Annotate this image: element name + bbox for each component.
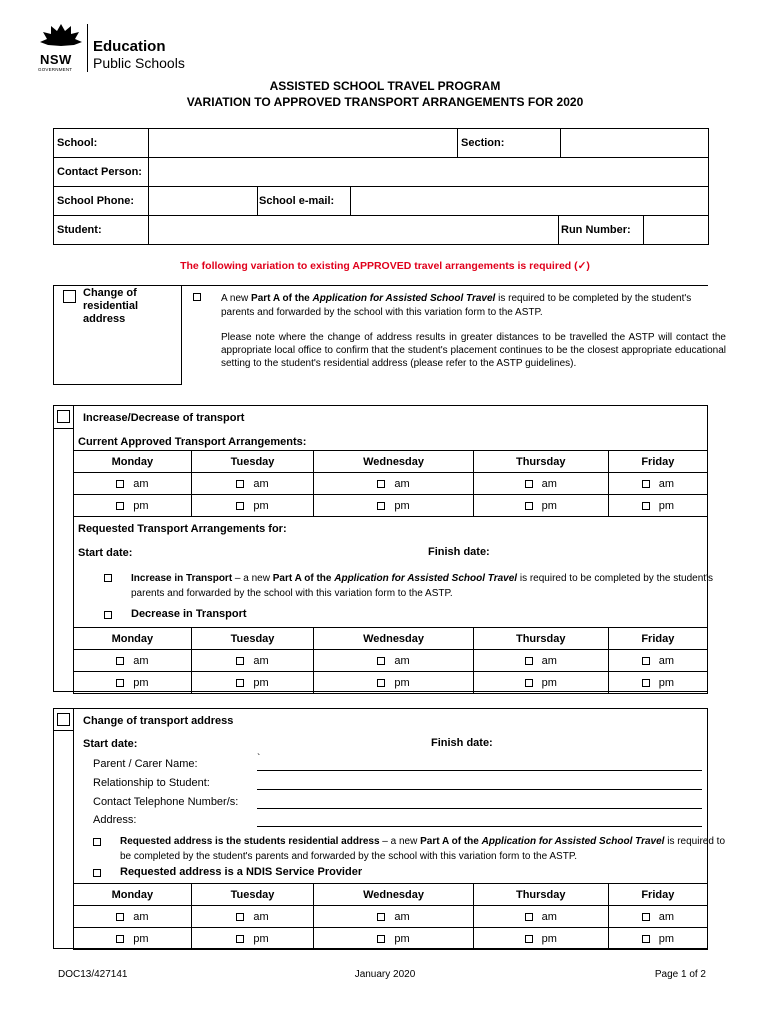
logo-divider (87, 24, 88, 72)
address-mon-pm[interactable]: pm (74, 928, 192, 950)
day-header-tuesday: Tuesday (191, 451, 314, 473)
contact-telephone-label: Contact Telephone Number/s: (93, 796, 239, 808)
increase-finish-date-label: Finish date: (428, 546, 490, 558)
current-wed-am[interactable]: am (314, 473, 474, 495)
logo-education: Education (93, 38, 166, 55)
requested-fri-am[interactable]: am (608, 650, 707, 672)
address-field[interactable] (257, 826, 702, 827)
parent-carer-label: Parent / Carer Name: (93, 758, 198, 770)
day-header-friday: Friday (608, 628, 707, 650)
address-wed-pm[interactable]: pm (314, 928, 474, 950)
student-field[interactable] (149, 216, 557, 244)
address-thu-am[interactable]: am (473, 906, 608, 928)
address-start-date-label: Start date: (83, 738, 138, 750)
address-tue-pm[interactable]: pm (191, 928, 314, 950)
current-arrangements-heading: Current Approved Transport Arrangements: (78, 436, 307, 448)
address-wed-am[interactable]: am (314, 906, 474, 928)
day-header-monday: Monday (74, 451, 192, 473)
day-header-monday: Monday (74, 628, 192, 650)
new-part-a-checkbox[interactable] (193, 293, 201, 301)
run-number-label: Run Number: (561, 224, 631, 236)
requested-tue-am[interactable]: am (191, 650, 314, 672)
day-header-wednesday: Wednesday (314, 628, 474, 650)
page-number: Page 1 of 2 (654, 969, 706, 980)
contact-telephone-field[interactable] (257, 808, 702, 809)
transport-address-checkbox[interactable] (57, 713, 70, 726)
increase-decrease-heading: Increase/Decrease of transport (83, 412, 245, 424)
decrease-transport-label: Decrease in Transport (131, 608, 247, 620)
address-fri-am[interactable]: am (608, 906, 707, 928)
increase-transport-checkbox[interactable] (104, 574, 112, 582)
increase-start-date-label: Start date: (78, 547, 133, 559)
form-title: ASSISTED SCHOOL TRAVEL PROGRAM (269, 79, 501, 93)
requested-mon-pm[interactable]: pm (74, 672, 192, 694)
residential-address-checkbox[interactable] (63, 290, 76, 303)
requested-fri-pm[interactable]: pm (608, 672, 707, 694)
day-header-friday: Friday (608, 884, 707, 906)
school-email-field[interactable] (351, 187, 708, 214)
current-thu-am[interactable]: am (473, 473, 608, 495)
parent-carer-field[interactable] (257, 770, 702, 771)
current-fri-am[interactable]: am (608, 473, 707, 495)
relationship-field[interactable] (257, 789, 702, 790)
requested-arrangements-heading: Requested Transport Arrangements for: (78, 523, 287, 535)
section-label: Section: (461, 137, 505, 149)
address-tue-am[interactable]: am (191, 906, 314, 928)
address-distance-note: Please note where the change of address results in greater distances to be travelled the ASTP will contact the appropriate local office to confirm that the student's placement continues to be the closest appropriate educational setting to the student's residential address (please refer to the ASTP guidelines). (221, 332, 726, 369)
residential-address-option-text: Requested address is the students residential address – a new Part A of the Application for Assisted School Travel is required to be completed by the student's parents and forwarded by the school with this variation form to the ASTP. (120, 836, 726, 862)
requested-thu-am[interactable]: am (473, 650, 608, 672)
day-header-tuesday: Tuesday (191, 884, 314, 906)
day-header-friday: Friday (608, 451, 707, 473)
day-header-wednesday: Wednesday (314, 451, 474, 473)
current-tue-pm[interactable]: pm (191, 495, 314, 517)
day-header-wednesday: Wednesday (314, 884, 474, 906)
current-fri-pm[interactable]: pm (608, 495, 707, 517)
school-phone-field[interactable] (149, 187, 256, 214)
school-field[interactable] (149, 129, 456, 156)
form-subtitle: VARIATION TO APPROVED TRANSPORT ARRANGEMENTS FOR 2020 (186, 95, 584, 109)
contact-person-field[interactable] (149, 158, 708, 185)
address-mon-am[interactable]: am (74, 906, 192, 928)
increase-transport-text: Increase in Transport – a new Part A of the Application for Assisted School Travel is required to be completed by the student's parents and forwarded by the school with this variation form to the ASTP. (131, 573, 713, 599)
address-label: Address: (93, 814, 137, 826)
current-mon-pm[interactable]: pm (74, 495, 192, 517)
nsw-word: NSW (40, 52, 72, 67)
current-mon-am[interactable]: am (74, 473, 192, 495)
variation-notice: The following variation to existing APPROVED travel arrangements is required (✓) (180, 260, 590, 272)
address-finish-date-label: Finish date: (431, 737, 493, 749)
address-days-table (73, 883, 708, 950)
current-arrangements-table (73, 450, 708, 517)
school-phone-label: School Phone: (57, 195, 134, 207)
address-fri-pm[interactable]: pm (608, 928, 707, 950)
requested-thu-pm[interactable]: pm (473, 672, 608, 694)
day-header-thursday: Thursday (473, 884, 608, 906)
day-header-tuesday: Tuesday (191, 628, 314, 650)
parent-tick-mark: ` (257, 753, 261, 764)
footer-date: January 2020 (354, 969, 416, 980)
government-word: GOVERNMENT (38, 67, 73, 72)
school-label: School: (57, 137, 98, 149)
relationship-label: Relationship to Student: (93, 777, 210, 789)
ndis-provider-label: Requested address is a NDIS Service Provider (120, 866, 363, 878)
new-part-a-text: A new Part A of the Application for Assisted School Travel is required to be completed by the student's parents and forwarded by the school with this variation form to the ASTP. (221, 293, 692, 318)
transport-address-heading: Change of transport address (83, 715, 234, 727)
residential-address-option-checkbox[interactable] (93, 838, 101, 846)
ndis-provider-checkbox[interactable] (93, 869, 101, 877)
requested-tue-pm[interactable]: pm (191, 672, 314, 694)
address-thu-pm[interactable]: pm (473, 928, 608, 950)
requested-wed-pm[interactable]: pm (314, 672, 474, 694)
section-field[interactable] (561, 129, 708, 156)
current-tue-am[interactable]: am (191, 473, 314, 495)
residential-address-label: Change of residential address (83, 287, 139, 325)
student-label: Student: (57, 224, 102, 236)
requested-wed-am[interactable]: am (314, 650, 474, 672)
school-email-label: School e-mail: (259, 195, 335, 207)
current-wed-pm[interactable]: pm (314, 495, 474, 517)
requested-mon-am[interactable]: am (74, 650, 192, 672)
day-header-thursday: Thursday (473, 628, 608, 650)
nsw-education-logo (36, 22, 185, 72)
day-header-thursday: Thursday (473, 451, 608, 473)
requested-arrangements-table (73, 627, 708, 694)
logo-public-schools: Public Schools (93, 55, 185, 71)
current-thu-pm[interactable]: pm (473, 495, 608, 517)
day-header-monday: Monday (74, 884, 192, 906)
doc-number: DOC13/427141 (58, 969, 128, 980)
contact-person-label: Contact Person: (57, 166, 142, 178)
run-number-field[interactable] (644, 216, 708, 244)
decrease-transport-checkbox[interactable] (104, 611, 112, 619)
increase-decrease-checkbox[interactable] (57, 410, 70, 423)
